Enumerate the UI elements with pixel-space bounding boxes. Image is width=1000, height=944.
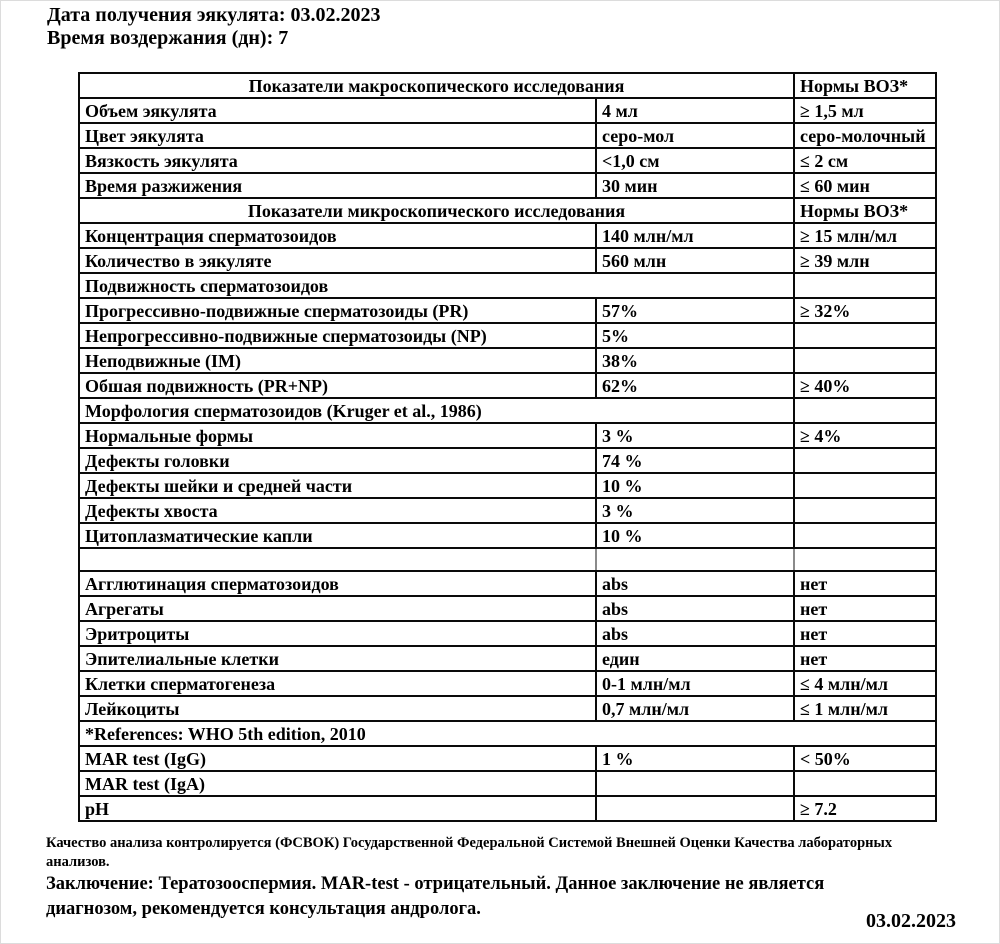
- param-cell: Дефекты хвоста: [79, 498, 596, 523]
- table-row: [79, 596, 936, 621]
- norm-cell: ≥ 32%: [794, 298, 936, 323]
- value-cell: 3 %: [596, 498, 794, 523]
- param-cell: Агрегаты: [79, 596, 596, 621]
- table-row: [79, 423, 936, 448]
- norm-cell: ≥ 1,5 мл: [794, 98, 936, 123]
- param-cell: [79, 548, 596, 571]
- norm-cell: ≥ 39 млн: [794, 248, 936, 273]
- param-cell: MAR test (IgA): [79, 771, 596, 796]
- param-cell: Концентрация сперматозоидов: [79, 223, 596, 248]
- ejaculate-date-line: Дата получения эякулята: 03.02.2023: [47, 4, 381, 26]
- table-row: [79, 646, 936, 671]
- table-row: [79, 298, 936, 323]
- norm-cell: нет: [794, 646, 936, 671]
- value-cell: 62%: [596, 373, 794, 398]
- value-cell: abs: [596, 571, 794, 596]
- value-cell: [596, 771, 794, 796]
- table-row: [79, 746, 936, 771]
- norm-header-cell: Нормы ВОЗ*: [794, 198, 936, 223]
- param-cell: Цитоплазматические капли: [79, 523, 596, 548]
- norm-cell: [794, 273, 936, 298]
- param-cell: Прогрессивно-подвижные сперматозоиды (PR): [79, 298, 596, 323]
- value-cell: 10 %: [596, 473, 794, 498]
- table-row: [79, 721, 936, 746]
- table-row: [79, 523, 936, 548]
- value-cell: [596, 548, 794, 571]
- param-cell: pH: [79, 796, 596, 821]
- param-cell: Количество в эякуляте: [79, 248, 596, 273]
- table-row: [79, 571, 936, 596]
- norm-header-cell: Нормы ВОЗ*: [794, 73, 936, 98]
- param-cell: Время разжижения: [79, 173, 596, 198]
- table-row: [79, 473, 936, 498]
- param-cell: Морфология сперматозоидов (Kruger et al., 1986): [79, 398, 794, 423]
- table-row: [79, 348, 936, 373]
- value-cell: 1 %: [596, 746, 794, 771]
- param-cell: Дефекты шейки и средней части: [79, 473, 596, 498]
- table-row: [79, 448, 936, 473]
- quality-control-note: Качество анализа контролируется (ФСВОК) Государственной Федеральной Системой Внешней Оценки Качества лабораторных анализов.: [46, 835, 893, 870]
- norm-cell: ≥ 7.2: [794, 796, 936, 821]
- param-cell: Эпителиальные клетки: [79, 646, 596, 671]
- table-row: [79, 148, 936, 173]
- value-cell: 30 мин: [596, 173, 794, 198]
- norm-cell: нет: [794, 571, 936, 596]
- section-title-cell: Показатели микроскопического исследования: [79, 198, 794, 223]
- norm-cell: нет: [794, 596, 936, 621]
- table-row: [79, 771, 936, 796]
- norm-cell: [794, 398, 936, 423]
- param-cell: Подвижность сперматозоидов: [79, 273, 794, 298]
- value-cell: 38%: [596, 348, 794, 373]
- norm-cell: ≤ 60 мин: [794, 173, 936, 198]
- table-row: [79, 796, 936, 821]
- param-cell: Вязкость эякулята: [79, 148, 596, 173]
- param-cell: Обшая подвижность (PR+NP): [79, 373, 596, 398]
- param-cell: Эритроциты: [79, 621, 596, 646]
- param-cell: Неподвижные (IM): [79, 348, 596, 373]
- table-row: [79, 273, 936, 298]
- table-row: [79, 373, 936, 398]
- table-row: [79, 198, 936, 223]
- norm-cell: < 50%: [794, 746, 936, 771]
- table-row: [79, 696, 936, 721]
- norm-cell: [794, 548, 936, 571]
- value-cell: abs: [596, 596, 794, 621]
- results-table-body: [79, 73, 936, 821]
- conclusion-text: Заключение: Тератозооспермия. MAR-test - отрицательный. Данное заключение не является диагнозом, рекомендуется консультация андролога.: [46, 874, 825, 919]
- norm-cell: [794, 498, 936, 523]
- table-row: [79, 398, 936, 423]
- param-cell: Дефекты головки: [79, 448, 596, 473]
- value-cell: 0,7 млн/мл: [596, 696, 794, 721]
- abstinence-line: Время воздержания (дн): 7: [47, 27, 289, 49]
- table-row: [79, 621, 936, 646]
- table-row: [79, 73, 936, 98]
- table-row: [79, 323, 936, 348]
- value-cell: 57%: [596, 298, 794, 323]
- norm-cell: нет: [794, 621, 936, 646]
- value-cell: серо-мол: [596, 123, 794, 148]
- norm-cell: [794, 448, 936, 473]
- norm-cell: [794, 473, 936, 498]
- report-date: 03.02.2023: [866, 910, 956, 932]
- norm-cell: ≤ 4 млн/мл: [794, 671, 936, 696]
- value-cell: <1,0 см: [596, 148, 794, 173]
- table-row: [79, 223, 936, 248]
- param-cell: Непрогрессивно-подвижные сперматозоиды (NP): [79, 323, 596, 348]
- value-cell: abs: [596, 621, 794, 646]
- value-cell: 4 мл: [596, 98, 794, 123]
- norm-cell: ≥ 40%: [794, 373, 936, 398]
- norm-cell: [794, 523, 936, 548]
- param-cell: Клетки сперматогенеза: [79, 671, 596, 696]
- table-row: [79, 671, 936, 696]
- norm-cell: [794, 323, 936, 348]
- norm-cell: ≥ 15 млн/мл: [794, 223, 936, 248]
- table-row: [79, 248, 936, 273]
- table-row: [79, 123, 936, 148]
- value-cell: 560 млн: [596, 248, 794, 273]
- norm-cell: ≥ 4%: [794, 423, 936, 448]
- value-cell: 10 %: [596, 523, 794, 548]
- param-cell: MAR test (IgG): [79, 746, 596, 771]
- value-cell: [596, 796, 794, 821]
- table-row: [79, 98, 936, 123]
- value-cell: 74 %: [596, 448, 794, 473]
- table-row: [79, 173, 936, 198]
- norm-cell: серо-молочный: [794, 123, 936, 148]
- value-cell: 140 млн/мл: [596, 223, 794, 248]
- norm-cell: ≤ 1 млн/мл: [794, 696, 936, 721]
- norm-cell: ≤ 2 см: [794, 148, 936, 173]
- table-row: [79, 498, 936, 523]
- param-cell: Объем эякулята: [79, 98, 596, 123]
- results-table: [78, 72, 937, 822]
- param-cell: Агглютинация сперматозоидов: [79, 571, 596, 596]
- table-row: [79, 548, 936, 571]
- value-cell: 0-1 млн/мл: [596, 671, 794, 696]
- document-header: [47, 4, 381, 50]
- norm-cell: [794, 348, 936, 373]
- value-cell: 5%: [596, 323, 794, 348]
- norm-cell: [794, 771, 936, 796]
- value-cell: 3 %: [596, 423, 794, 448]
- param-cell: Нормальные формы: [79, 423, 596, 448]
- section-title-cell: Показатели макроскопического исследования: [79, 73, 794, 98]
- value-cell: един: [596, 646, 794, 671]
- references-cell: *References: WHO 5th edition, 2010: [79, 721, 936, 746]
- param-cell: Цвет эякулята: [79, 123, 596, 148]
- param-cell: Лейкоциты: [79, 696, 596, 721]
